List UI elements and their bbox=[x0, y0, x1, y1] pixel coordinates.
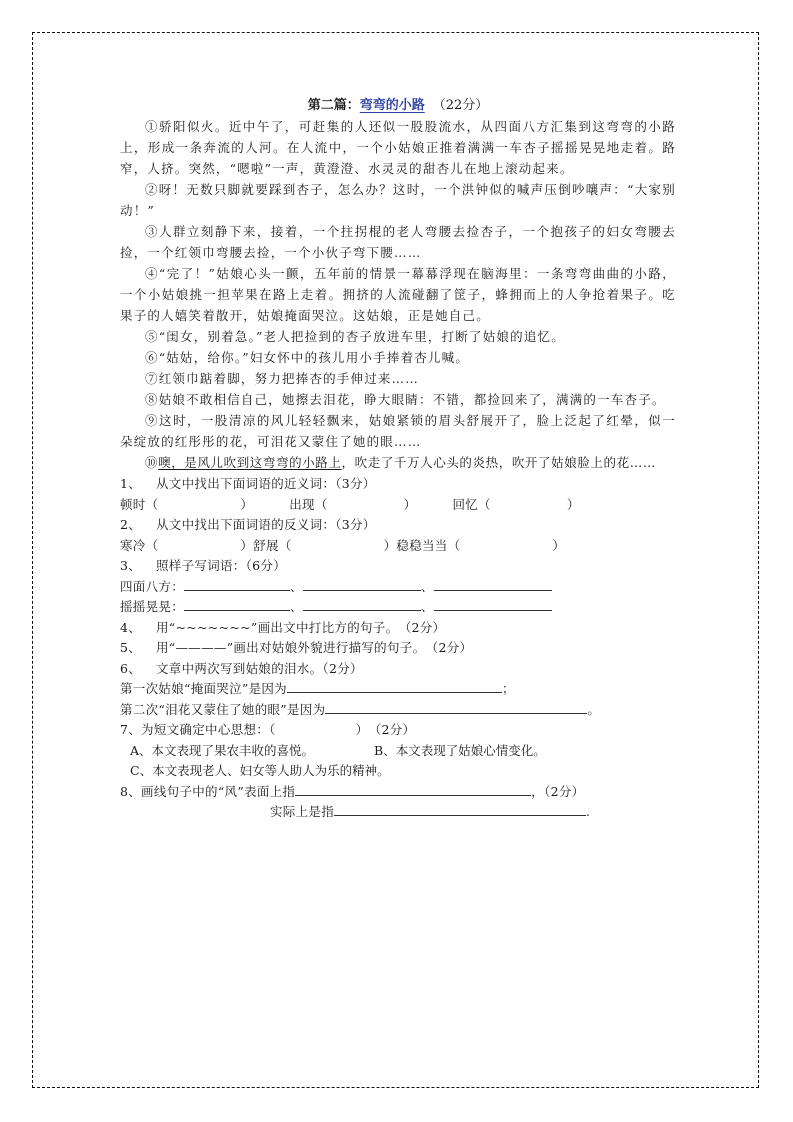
paragraph-2: ②呀！无数只脚就要踩到杏子，怎么办？这时，一个洪钟似的喊声压倒吵嚷声：“大家别动！” bbox=[120, 182, 676, 218]
antonym-label-1: 寒冷（ bbox=[120, 537, 159, 553]
answer-blank[interactable] bbox=[184, 577, 290, 591]
underlined-sentence: 噢，是风儿吹到这弯弯的小路上 bbox=[158, 455, 342, 470]
paragraph-9: ⑨这时，一股清凉的风儿轻轻飘来，姑娘紧锁的眉头舒展开了，脸上泛起了红晕，似一朵绽放的红彤彤的花，可泪花又蒙住了她的眼…… bbox=[120, 413, 676, 449]
question-7-options-c bbox=[120, 761, 676, 782]
question-text: 从文中找出下面词语的反义词：（3分） bbox=[156, 517, 376, 532]
section-score: （22分） bbox=[432, 98, 489, 113]
punctuation: 。 bbox=[587, 701, 601, 717]
questions bbox=[120, 474, 676, 823]
question-text: 用“~~~~~~~”画出文中打比方的句子。 （2分） bbox=[156, 619, 446, 635]
antonym-label-3: ）稳稳当当（ bbox=[383, 537, 461, 553]
paren-close: ） bbox=[240, 496, 254, 512]
question-number: 2、 bbox=[120, 517, 142, 532]
question-text: 照样子写词语：（6分） bbox=[156, 558, 287, 573]
question-5 bbox=[120, 638, 676, 659]
question-number: 6、 bbox=[120, 660, 142, 676]
separator: 、 bbox=[290, 578, 303, 594]
question-3 bbox=[120, 556, 676, 577]
option-c[interactable]: C、本文表现老人、妇女等人助人为乐的精神。 bbox=[130, 763, 390, 778]
exam-page bbox=[120, 96, 676, 823]
section-label: 第二篇： bbox=[307, 98, 360, 113]
option-b[interactable]: B、本文表现了姑娘心情变化。 bbox=[374, 742, 546, 758]
paragraph-6: ⑥“姑姑，给你。”妇女怀中的孩儿用小手捧着杏儿喊。 bbox=[145, 350, 470, 365]
question-number: 4、 bbox=[120, 619, 142, 635]
question-3-row-1 bbox=[120, 577, 676, 598]
question-score: ） （2分） bbox=[355, 722, 416, 737]
paragraph-10 bbox=[120, 452, 676, 473]
question-text: 用“————”画出对姑娘外貌进行描写的句子。 （2分） bbox=[156, 640, 473, 655]
answer-blank[interactable] bbox=[325, 700, 587, 714]
paragraph-10-prefix: ⑩ bbox=[145, 455, 159, 470]
answer-blank[interactable] bbox=[334, 802, 586, 816]
question-4 bbox=[120, 618, 676, 639]
question-number: 1、 bbox=[120, 476, 142, 491]
question-8-line-2 bbox=[120, 802, 676, 823]
synonym-label-1: 顿时（ bbox=[120, 496, 159, 512]
separator: 、 bbox=[290, 599, 303, 614]
section-title bbox=[120, 96, 676, 116]
separator: 、 bbox=[420, 578, 434, 594]
answer-blank[interactable] bbox=[303, 597, 421, 611]
question-2-answers bbox=[120, 536, 676, 557]
question-number: 3、 bbox=[120, 558, 142, 573]
answer-blank[interactable] bbox=[287, 679, 502, 693]
paren-close: ） bbox=[552, 537, 566, 553]
question-number: 5、 bbox=[120, 640, 142, 655]
paragraph-4: ④“完了！”姑娘心头一颤，五年前的情景一幕幕浮现在脑海里：一条弯弯曲曲的小路，一个小姑娘挑一担苹果在路上走着。拥挤的人流碰翻了筐子，蜂拥而上的人争抢着果子。吃果子的人嬉笑着散开，姑娘掩面哭泣。这姑娘，正是她自己。 bbox=[120, 266, 676, 323]
question-8 bbox=[120, 782, 676, 803]
paragraph-8: ⑧姑娘不敢相信自己，她擦去泪花，睁大眼睛：不错，都捡回来了，满满的一车杏子。 bbox=[145, 392, 666, 407]
example-word-1: 四面八方： bbox=[120, 578, 185, 594]
paragraph-1: ①骄阳似火。近中午了，可赶集的人还似一股股流水，从四面八方汇集到这弯弯的小路上，形成一条奔流的人河。在人流中，一个小姑娘正推着满满一车杏子摇摇晃晃地走着。路窄，人挤。突然，“嗯啦”一声，黄澄澄、水灵灵的甜杏儿在地上滚动起来。 bbox=[120, 119, 676, 176]
paragraph-10-rest: ，吹走了千万人心头的炎热，吹开了姑娘脸上的花…… bbox=[341, 455, 656, 470]
example-word-2: 摇摇晃晃： bbox=[120, 599, 185, 614]
question-7-options-ab bbox=[120, 741, 676, 762]
question-text: 文章中两次写到姑娘的泪水。（2分） bbox=[156, 660, 363, 676]
paragraph-7: ⑦红领巾踮着脚，努力把捧杏的手伸过来…… bbox=[145, 371, 420, 386]
punctuation: . bbox=[586, 804, 591, 819]
question-6-line-2 bbox=[120, 700, 676, 721]
paren-close: ） bbox=[566, 496, 580, 512]
answer-blank[interactable] bbox=[303, 577, 421, 591]
paragraph-5: ⑤“闺女，别着急。”老人把捡到的杏子放进车里，打断了姑娘的追忆。 bbox=[145, 329, 565, 344]
question-2 bbox=[120, 515, 676, 536]
synonym-label-3: 回忆（ bbox=[452, 496, 491, 512]
question-1 bbox=[120, 474, 676, 495]
answer-blank[interactable] bbox=[434, 597, 552, 611]
question-6-line-1 bbox=[120, 679, 676, 700]
prompt-text: 第二次“泪花又蒙住了她的眼”是因为 bbox=[120, 701, 326, 717]
question-text: 从文中找出下面词语的近义词：（3分） bbox=[156, 476, 376, 491]
separator: 、 bbox=[420, 599, 434, 614]
question-7 bbox=[120, 720, 676, 741]
paragraph-3: ③人群立刻静下来，接着，一个拄拐棍的老人弯腰去捡杏子，一个抱孩子的妇女弯腰去捡，一个红领巾弯腰去捡，一个小伙子弯下腰…… bbox=[120, 224, 676, 260]
punctuation: ； bbox=[501, 681, 515, 696]
answer-blank[interactable] bbox=[184, 597, 290, 611]
article-title: 弯弯的小路 bbox=[359, 98, 425, 113]
synonym-label-2: 出现（ bbox=[289, 496, 328, 512]
prompt-text: 第一次姑娘“掩面哭泣”是因为 bbox=[120, 681, 287, 696]
question-text: 7、为短文确定中心思想：（ bbox=[120, 722, 276, 737]
answer-blank[interactable] bbox=[434, 577, 552, 591]
question-text: 8、画线句子中的“风”表面上指 bbox=[120, 783, 296, 799]
passage bbox=[120, 116, 676, 473]
question-6 bbox=[120, 659, 676, 680]
prompt-text: 实际上是指 bbox=[270, 804, 335, 819]
question-3-row-2 bbox=[120, 597, 676, 618]
question-1-answers bbox=[120, 495, 676, 516]
option-a[interactable]: A、本文表现了果农丰收的喜悦。 bbox=[130, 742, 315, 758]
paren-close: ） bbox=[403, 496, 417, 512]
answer-blank[interactable] bbox=[295, 782, 531, 796]
antonym-label-2: ）舒展（ bbox=[240, 537, 292, 553]
question-score: ，（2分） bbox=[531, 783, 585, 799]
